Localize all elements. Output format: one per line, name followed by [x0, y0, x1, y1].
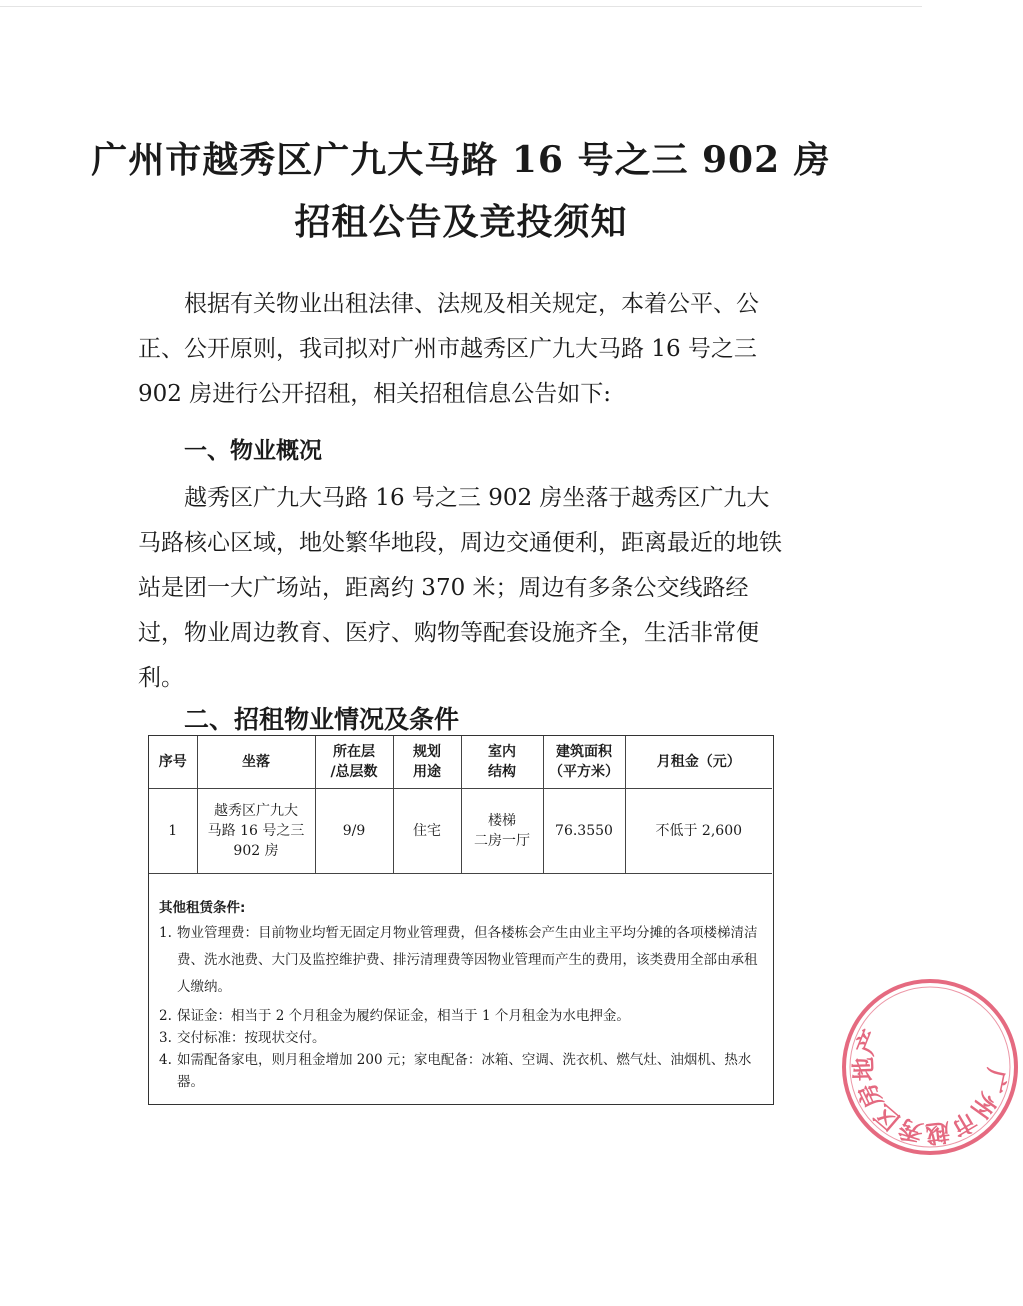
header-area: 建筑面积 （平方米） [543, 736, 625, 789]
other-conditions [159, 896, 769, 1093]
cell-rent: 不低于 2,600 [625, 789, 772, 874]
condition-number: 2. [159, 1008, 172, 1024]
condition-number: 4. [159, 1052, 172, 1068]
condition-text: 如需配备家电，则月租金增加 200 元；家电配备：冰箱、空调、洗衣机、燃气灶、油烟机、热水器。 [177, 1052, 752, 1090]
cell-structure: 楼梯 二房一厅 [461, 789, 543, 874]
rental-table [149, 736, 772, 874]
header-structure: 室内 结构 [461, 736, 543, 789]
header-no: 序号 [149, 736, 197, 789]
header-use: 规划 用途 [393, 736, 461, 789]
title-line-1: 广州市越秀区广九大马路 16 号之三 902 房 [91, 139, 831, 181]
condition-item [159, 920, 769, 1001]
table-row [149, 789, 772, 874]
header-location: 坐落 [197, 736, 315, 789]
cell-location: 越秀区广九大 马路 16 号之三 902 房 [197, 789, 315, 874]
official-seal-stamp [838, 975, 1023, 1160]
header-rent: 月租金（元） [625, 736, 772, 789]
condition-item [159, 1005, 769, 1027]
cell-no: 1 [149, 789, 197, 874]
title-line-2: 招租公告及竞投须知 [294, 201, 628, 243]
cell-floor: 9/9 [315, 789, 393, 874]
section-1-heading: 一、物业概况 [184, 437, 322, 464]
rental-table-box [148, 735, 774, 1105]
conditions-title: 其他租赁条件: [159, 900, 246, 916]
condition-item [159, 1027, 769, 1049]
table-header-row [149, 736, 772, 789]
condition-number: 3. [159, 1030, 172, 1046]
cell-use: 住宅 [393, 789, 461, 874]
intro-paragraph: 根据有关物业出租法律、法规及相关规定，本着公平、公正、公开原则，我司拟对广州市越秀区广九大马路 16 号之三 902 房进行公开招租，相关招租信息公告如下: [138, 291, 759, 407]
condition-text: 交付标准：按现状交付。 [177, 1030, 326, 1046]
condition-text: 物业管理费：目前物业均暂无固定月物业管理费，但各楼栋会产生由业主平均分摊的各项楼梯清洁费、洗水池费、大门及监控维护费、排污清理费等因物业管理而产生的费用，该类费用全部由承租人缴纳。 [177, 925, 758, 995]
section-2-heading: 二、招租物业情况及条件 [184, 705, 460, 734]
page-top-edge [0, 6, 922, 7]
header-floor: 所在层 /总层数 [315, 736, 393, 789]
cell-area: 76.3550 [543, 789, 625, 874]
condition-item [159, 1049, 769, 1093]
condition-text: 保证金：相当于 2 个月租金为履约保证金，相当于 1 个月租金为水电押金。 [177, 1008, 630, 1024]
condition-number: 1. [159, 925, 172, 941]
section-1-paragraph: 越秀区广九大马路 16 号之三 902 房坐落于越秀区广九大马路核心区域，地处繁华地段，周边交通便利，距离最近的地铁站是团一大广场站，距离约 370 米；周边有多条公交线路经过，物业周边教育、医疗、购物等配套设施齐全，生活非常便利。 [138, 485, 782, 691]
seal-text: 广州市越秀区房地产 [848, 1025, 1012, 1149]
